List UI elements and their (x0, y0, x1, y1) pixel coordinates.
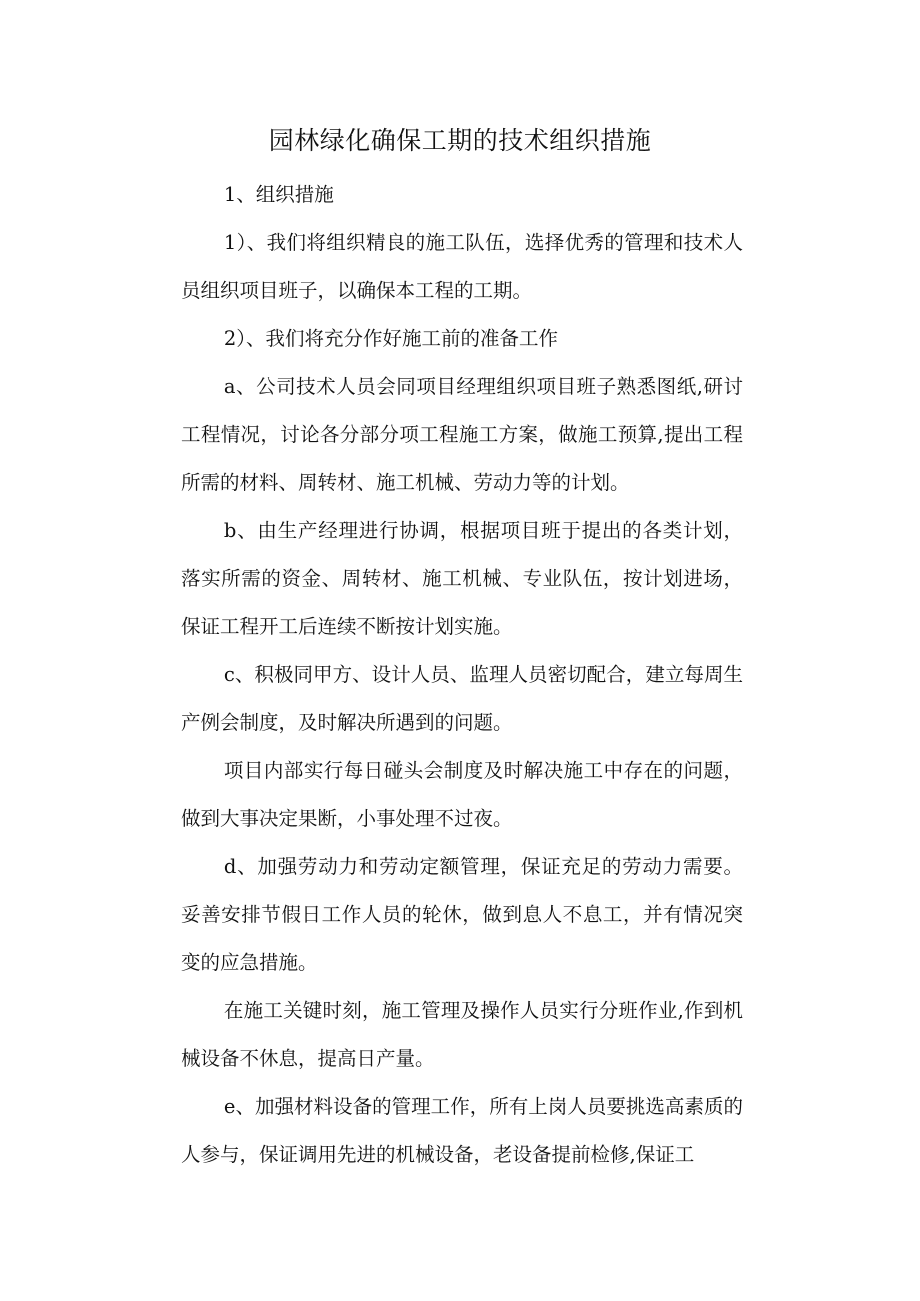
paragraph-8: d、加强劳动力和劳动定额管理，保证充足的劳动力需要。妥善安排节假日工作人员的轮休，做到息人不息工，并有情况突变的应急措施。 (181, 855, 743, 974)
paragraph-5: b、由生产经理进行协调，根据项目班于提出的各类计划，落实所需的资金、周转材、施工机械、专业队伍，按计划进场，保证工程开工后连续不断按计划实施。 (181, 519, 743, 638)
document-body (181, 171, 743, 1179)
paragraph-1: 1、组织措施 (223, 183, 334, 206)
paragraph-10: e、加强材料设备的管理工作，所有上岗人员要挑选高素质的人参与，保证调用先进的机械设备，老设备提前检修,保证工 (181, 1095, 743, 1166)
paragraph-9: 在施工关键时刻，施工管理及操作人员实行分班作业,作到机械设备不休息，提高日产量。 (181, 999, 743, 1070)
paragraph-7: 项目内部实行每日碰头会制度及时解决施工中存在的问题，做到大事决定果断，小事处理不过夜。 (181, 759, 743, 830)
paragraph-2: 1）、我们将组织精良的施工队伍，选择优秀的管理和技术人员组织项目班子，以确保本工程的工期。 (181, 231, 743, 302)
paragraph-4: a、公司技术人员会同项目经理组织项目班子熟悉图纸,研讨工程情况，讨论各分部分项工程施工方案，做施工预算,提出工程所需的材料、周转材、施工机械、劳动力等的计划。 (181, 375, 743, 494)
paragraph-6: c、积极同甲方、设计人员、监理人员密切配合，建立每周生产例会制度，及时解决所遇到的问题。 (181, 663, 743, 734)
document-title: 园林绿化确保工期的技术组织措施 (268, 126, 652, 155)
paragraph-3: 2）、我们将充分作好施工前的准备工作 (223, 327, 559, 350)
